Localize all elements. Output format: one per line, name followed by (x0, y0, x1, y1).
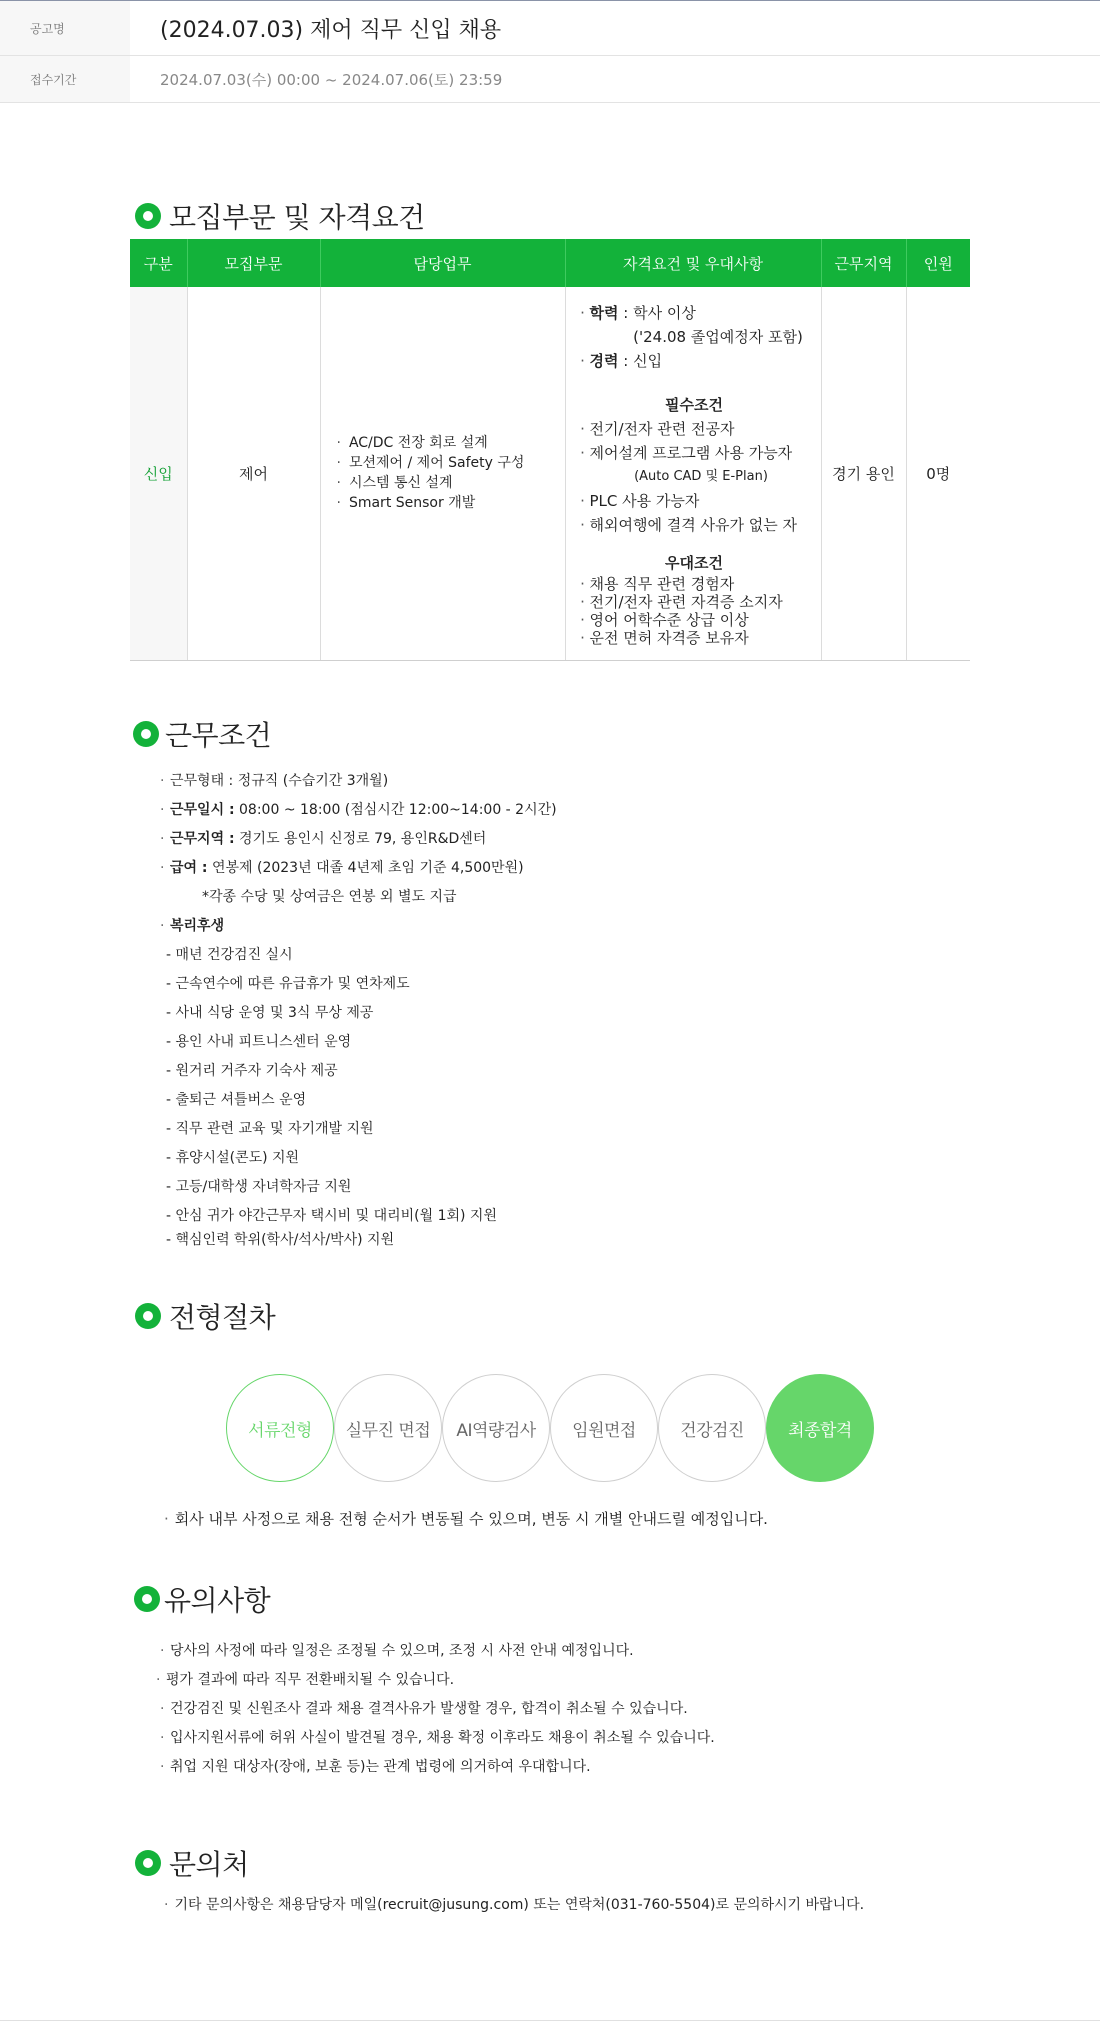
conditions-section-title: 근무조건 (165, 719, 272, 752)
list-item: - 핵심인력 학위(학사/석사/박사) 지원 (166, 1232, 395, 1248)
notice-period-label: 접수기간 (0, 56, 130, 102)
table-row (130, 287, 970, 660)
conditions-section-head (133, 714, 271, 754)
header-qualifications: 자격요건 및 우대사항 (565, 239, 821, 287)
welfare-label: 복리후생 (170, 918, 225, 934)
pay-label: 급여 : (170, 860, 208, 876)
list-item: - 사내 식당 운영 및 3식 무상 제공 (166, 1005, 374, 1021)
notice-title-row (0, 1, 1100, 56)
process-note: · 회사 내부 사정으로 채용 전형 순서가 변동될 수 있으며, 변동 시 개별 안내드릴 예정입니다. (164, 1510, 768, 1528)
location-cell: 경기 용인 (821, 287, 906, 660)
list-item: 입사지원서류에 허위 사실이 발견될 경우, 채용 확정 이후라도 채용이 취소될 수 있습니다. (170, 1730, 715, 1746)
notice-info (0, 1, 1100, 103)
category-cell: 신입 (130, 287, 187, 660)
contact-line: 기타 문의사항은 채용담당자 메일(recruit@jusung.com) 또는 연락처(031-760-5504)로 문의하시기 바랍니다. (174, 1897, 865, 1913)
pay-value: 연봉제 (2023년 대졸 4년제 초임 기준 4,500만원) (207, 860, 524, 876)
department-cell: 제어 (187, 287, 320, 660)
pay-note: *각종 수당 및 상여금은 연봉 외 별도 지급 (202, 889, 457, 905)
step-working-interview: 실무진 면접 (334, 1374, 442, 1482)
notice-title-label: 공고명 (0, 1, 130, 55)
contact-section-head (135, 1843, 249, 1883)
header-location: 근무지역 (821, 239, 906, 287)
list-item: - 직무 관련 교육 및 자기개발 지원 (166, 1121, 374, 1137)
career-value: : 신입 (618, 352, 663, 370)
list-item: PLC 사용 가능자 (589, 492, 700, 510)
career-label: 경력 (589, 352, 619, 370)
notes-list: · 당사의 사정에 따라 일정은 조정될 수 있으며, 조정 시 사전 안내 예정입니다. · 평가 결과에 따라 직무 전환배치될 수 있습니다. · 건강검진 및 신원조사 결과 채용 결격사유가 발생할 경우, 합격이 취소될 수 있습니다. · 입사지원서류에 허위 사실이 발견될 경우, 채용 확정 이후라도 채용이 취소될 수 있습니다. · 취업 지원 대상자(장애, 보훈 등)는 관계 법령에 의거하여 우대합니다. (156, 1643, 715, 1775)
header-category: 구분 (130, 239, 187, 287)
section-bullet-icon (135, 1850, 161, 1876)
edu-note: ('24.08 졸업예정자 포함) (633, 328, 803, 346)
work-time-value: 08:00 ~ 18:00 (점심시간 12:00~14:00 - 2시간) (234, 802, 557, 818)
work-place-label: 근무지역 : (170, 831, 235, 847)
list-item: · 시스템 통신 설계 (337, 473, 565, 493)
notice-title-value: (2024.07.03) 제어 직무 신입 채용 (160, 17, 502, 43)
recruit-section-title: 모집부문 및 자격요건 (169, 201, 425, 234)
header-duties: 담당업무 (320, 239, 565, 287)
conditions-list: · 근무형태 : 정규직 (수습기간 3개월) · 근무일시 : 08:00 ~ 18:00 (점심시간 12:00~14:00 - 2시간) · 근무지역 : 경기도 용인시 신정로 79, 용인R&D센터 · 급여 : 연봉제 (2023년 대졸 4년제 초임 기준 4,500만원) *각종 수당 및 상여금은 연봉 외 별도 지급 · 복리후생 - 매년 건강검진 실시 - 근속연수에 따른 유급휴가 및 연차제도 - 사내 식당 운영 및 3식 무상 제공 - 용인 사내 피트니스센터 운영 - 원거리 거주자 기숙사 제공 - 출퇴근 셔틀버스 운영 - 직무 관련 교육 및 자기개발 지원 - 휴양시설(콘도) 지원 - 고등/대학생 자녀학자금 지원 - 안심 귀가 야간근무자 택시비 및 대리비(월 1회) 지원 - 핵심인력 학위(학사/석사/박사) 지원 (160, 771, 557, 1259)
list-item: 제어설계 프로그램 사용 가능자 (589, 444, 793, 462)
step-document: 서류전형 (226, 1374, 334, 1482)
notice-period-row (0, 56, 1100, 103)
list-item: · AC/DC 전장 회로 설계 (337, 433, 565, 453)
section-bullet-icon (134, 1586, 160, 1612)
list-item: 전기/전자 관련 전공자 (589, 420, 735, 438)
list-item: - 안심 귀가 야간근무자 택시비 및 대리비(월 1회) 지원 (166, 1208, 497, 1224)
work-type: 근무형태 : 정규직 (수습기간 3개월) (170, 773, 389, 789)
required-note: (Auto CAD 및 E-Plan) (634, 469, 768, 484)
bottom-rule (0, 2020, 1100, 2021)
list-item: 해외여행에 결격 사유가 없는 자 (589, 516, 797, 534)
list-item: 평가 결과에 따라 직무 전환배치될 수 있습니다. (166, 1672, 455, 1688)
step-health-check: 건강검진 (658, 1374, 766, 1482)
list-item: - 근속연수에 따른 유급휴가 및 연차제도 (166, 976, 410, 992)
work-place-value: 경기도 용인시 신정로 79, 용인R&D센터 (234, 831, 487, 847)
list-item: 취업 지원 대상자(장애, 보훈 등)는 관계 법령에 의거하여 우대합니다. (170, 1759, 591, 1775)
list-item: 전기/전자 관련 자격증 소지자 (589, 593, 783, 611)
edu-value: : 학사 이상 (618, 304, 696, 322)
process-section-title: 전형절차 (169, 1301, 276, 1334)
list-item: - 용인 사내 피트니스센터 운영 (166, 1034, 352, 1050)
edu-label: 학력 (589, 304, 619, 322)
list-item: - 고등/대학생 자녀학자금 지원 (166, 1179, 352, 1195)
work-time-label: 근무일시 : (170, 802, 235, 818)
process-section-head (135, 1296, 275, 1336)
notice-period-value: 2024.07.03(수) 00:00 ~ 2024.07.06(토) 23:59 (160, 70, 503, 89)
section-bullet-icon (135, 203, 161, 229)
header-department: 모집부문 (187, 239, 320, 287)
step-final-pass: 최종합격 (766, 1374, 874, 1482)
list-item: 운전 면허 자격증 보유자 (589, 629, 749, 647)
required-title: 필수조건 (665, 396, 723, 414)
step-ai-test: AI역량검사 (442, 1374, 550, 1482)
list-item: 영어 어학수준 상급 이상 (589, 611, 749, 629)
step-executive-interview: 임원면접 (550, 1374, 658, 1482)
list-item: 당사의 사정에 따라 일정은 조정될 수 있으며, 조정 시 사전 안내 예정입니다. (170, 1643, 634, 1659)
list-item: · 모션제어 / 제어 Safety 구성 (337, 453, 565, 473)
notes-section-head (134, 1579, 270, 1619)
notes-section-title: 유의사항 (164, 1584, 271, 1617)
section-bullet-icon (133, 721, 159, 747)
recruit-table (130, 239, 970, 661)
list-item: · Smart Sensor 개발 (337, 493, 565, 513)
headcount-cell: 0명 (906, 287, 970, 660)
list-item: - 매년 건강검진 실시 (166, 947, 293, 963)
recruit-table-header (130, 239, 970, 287)
recruit-section-head (135, 196, 425, 236)
duties-cell (320, 287, 565, 660)
contact-section-title: 문의처 (169, 1848, 249, 1881)
list-item: - 휴양시설(콘도) 지원 (166, 1150, 300, 1166)
section-bullet-icon (135, 1303, 161, 1329)
preferred-title: 우대조건 (665, 554, 723, 572)
header-headcount: 인원 (906, 239, 970, 287)
list-item: - 원거리 거주자 기숙사 제공 (166, 1063, 338, 1079)
list-item: 채용 직무 관련 경험자 (589, 575, 735, 593)
list-item: 건강검진 및 신원조사 결과 채용 결격사유가 발생할 경우, 합격이 취소될 수 있습니다. (170, 1701, 688, 1717)
contact-note: · 기타 문의사항은 채용담당자 메일(recruit@jusung.com) 또는 연락처(031-760-5504)로 문의하시기 바랍니다. (164, 1897, 865, 1913)
list-item: - 출퇴근 셔틀버스 운영 (166, 1092, 307, 1108)
process-steps (226, 1374, 874, 1482)
qualifications-cell: · 학력 : 학사 이상 ('24.08 졸업예정자 포함) · 경력 : 신입 필수조건 · 전기/전자 관련 전공자 · 제어설계 프로그램 사용 가능자 (Auto CAD 및 E-Plan) · PLC 사용 가능자 · 해외여행에 결격 사유가 없는 자 우대조건 · 채용 직무 관련 경험자 · 전기/전자 관련 자격증 소지자 · 영어 어학수준 상급 이상 · 운전 면허 자격증 보유자 (565, 287, 821, 660)
process-note-text: 회사 내부 사정으로 채용 전형 순서가 변동될 수 있으며, 변동 시 개별 안내드릴 예정입니다. (174, 1510, 768, 1528)
